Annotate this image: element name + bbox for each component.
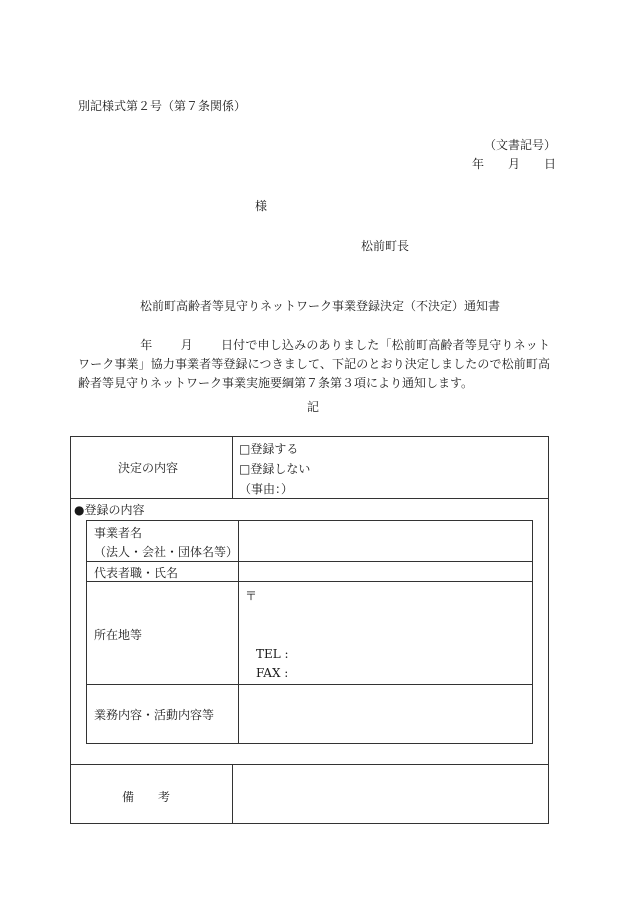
inner-row-divider-1 <box>86 561 533 562</box>
inner-column-divider <box>238 520 239 744</box>
document-number: （文書記号） <box>484 138 557 152</box>
form-reference: 別記様式第２号（第７条関係） <box>78 99 247 113</box>
divider-decision-bottom <box>70 498 549 499</box>
divider-remarks-vertical <box>232 764 233 824</box>
tel-label: TEL : <box>256 647 289 661</box>
fax-label: FAX : <box>256 666 289 680</box>
registration-section-title: ●登録の内容 <box>74 503 145 517</box>
remarks-label: 備 考 <box>122 790 171 804</box>
decision-label: 決定の内容 <box>118 461 179 475</box>
document-title: 松前町高齢者等見守りネットワーク事業登録決定（不決定）通知書 <box>140 299 501 313</box>
representative-label: 代表者職・氏名 <box>94 566 179 580</box>
reason-field[interactable]: （事由：） <box>239 482 294 496</box>
date-month: 月 <box>508 157 521 171</box>
body-paragraph <box>78 336 550 393</box>
date-line <box>472 155 556 172</box>
activities-label: 業務内容・活動内容等 <box>94 708 215 722</box>
inner-row-divider-2 <box>86 581 533 582</box>
date-year: 年 <box>472 157 485 171</box>
divider-decision-vertical <box>232 436 233 498</box>
date-day: 日 <box>544 157 557 171</box>
body-month: 月 <box>180 338 193 352</box>
divider-remarks-top <box>70 764 549 765</box>
body-year: 年 <box>140 338 153 352</box>
recipient-honorific: 様 <box>255 199 268 213</box>
business-name-label: 事業者名 <box>94 526 143 540</box>
postal-mark: 〒 <box>245 589 258 603</box>
ki-label: 記 <box>307 400 320 414</box>
business-name-sublabel: （法人・会社・団体名等） <box>94 545 239 559</box>
inner-row-divider-3 <box>86 684 533 685</box>
address-label: 所在地等 <box>94 628 143 642</box>
sender-name: 松前町長 <box>361 239 410 253</box>
option-register-checkbox[interactable]: □登録する <box>239 442 299 456</box>
body-text: 日付で申し込みのありました「松前町高齢者等見守りネットワーク事業」協力事業者等登録につきまして、下記のとおり決定しましたので松前町高齢者等見守りネットワーク事業実施要綱第７条第３項により通知します。 <box>78 338 550 390</box>
option-not-register-checkbox[interactable]: □登録しない <box>239 462 311 476</box>
